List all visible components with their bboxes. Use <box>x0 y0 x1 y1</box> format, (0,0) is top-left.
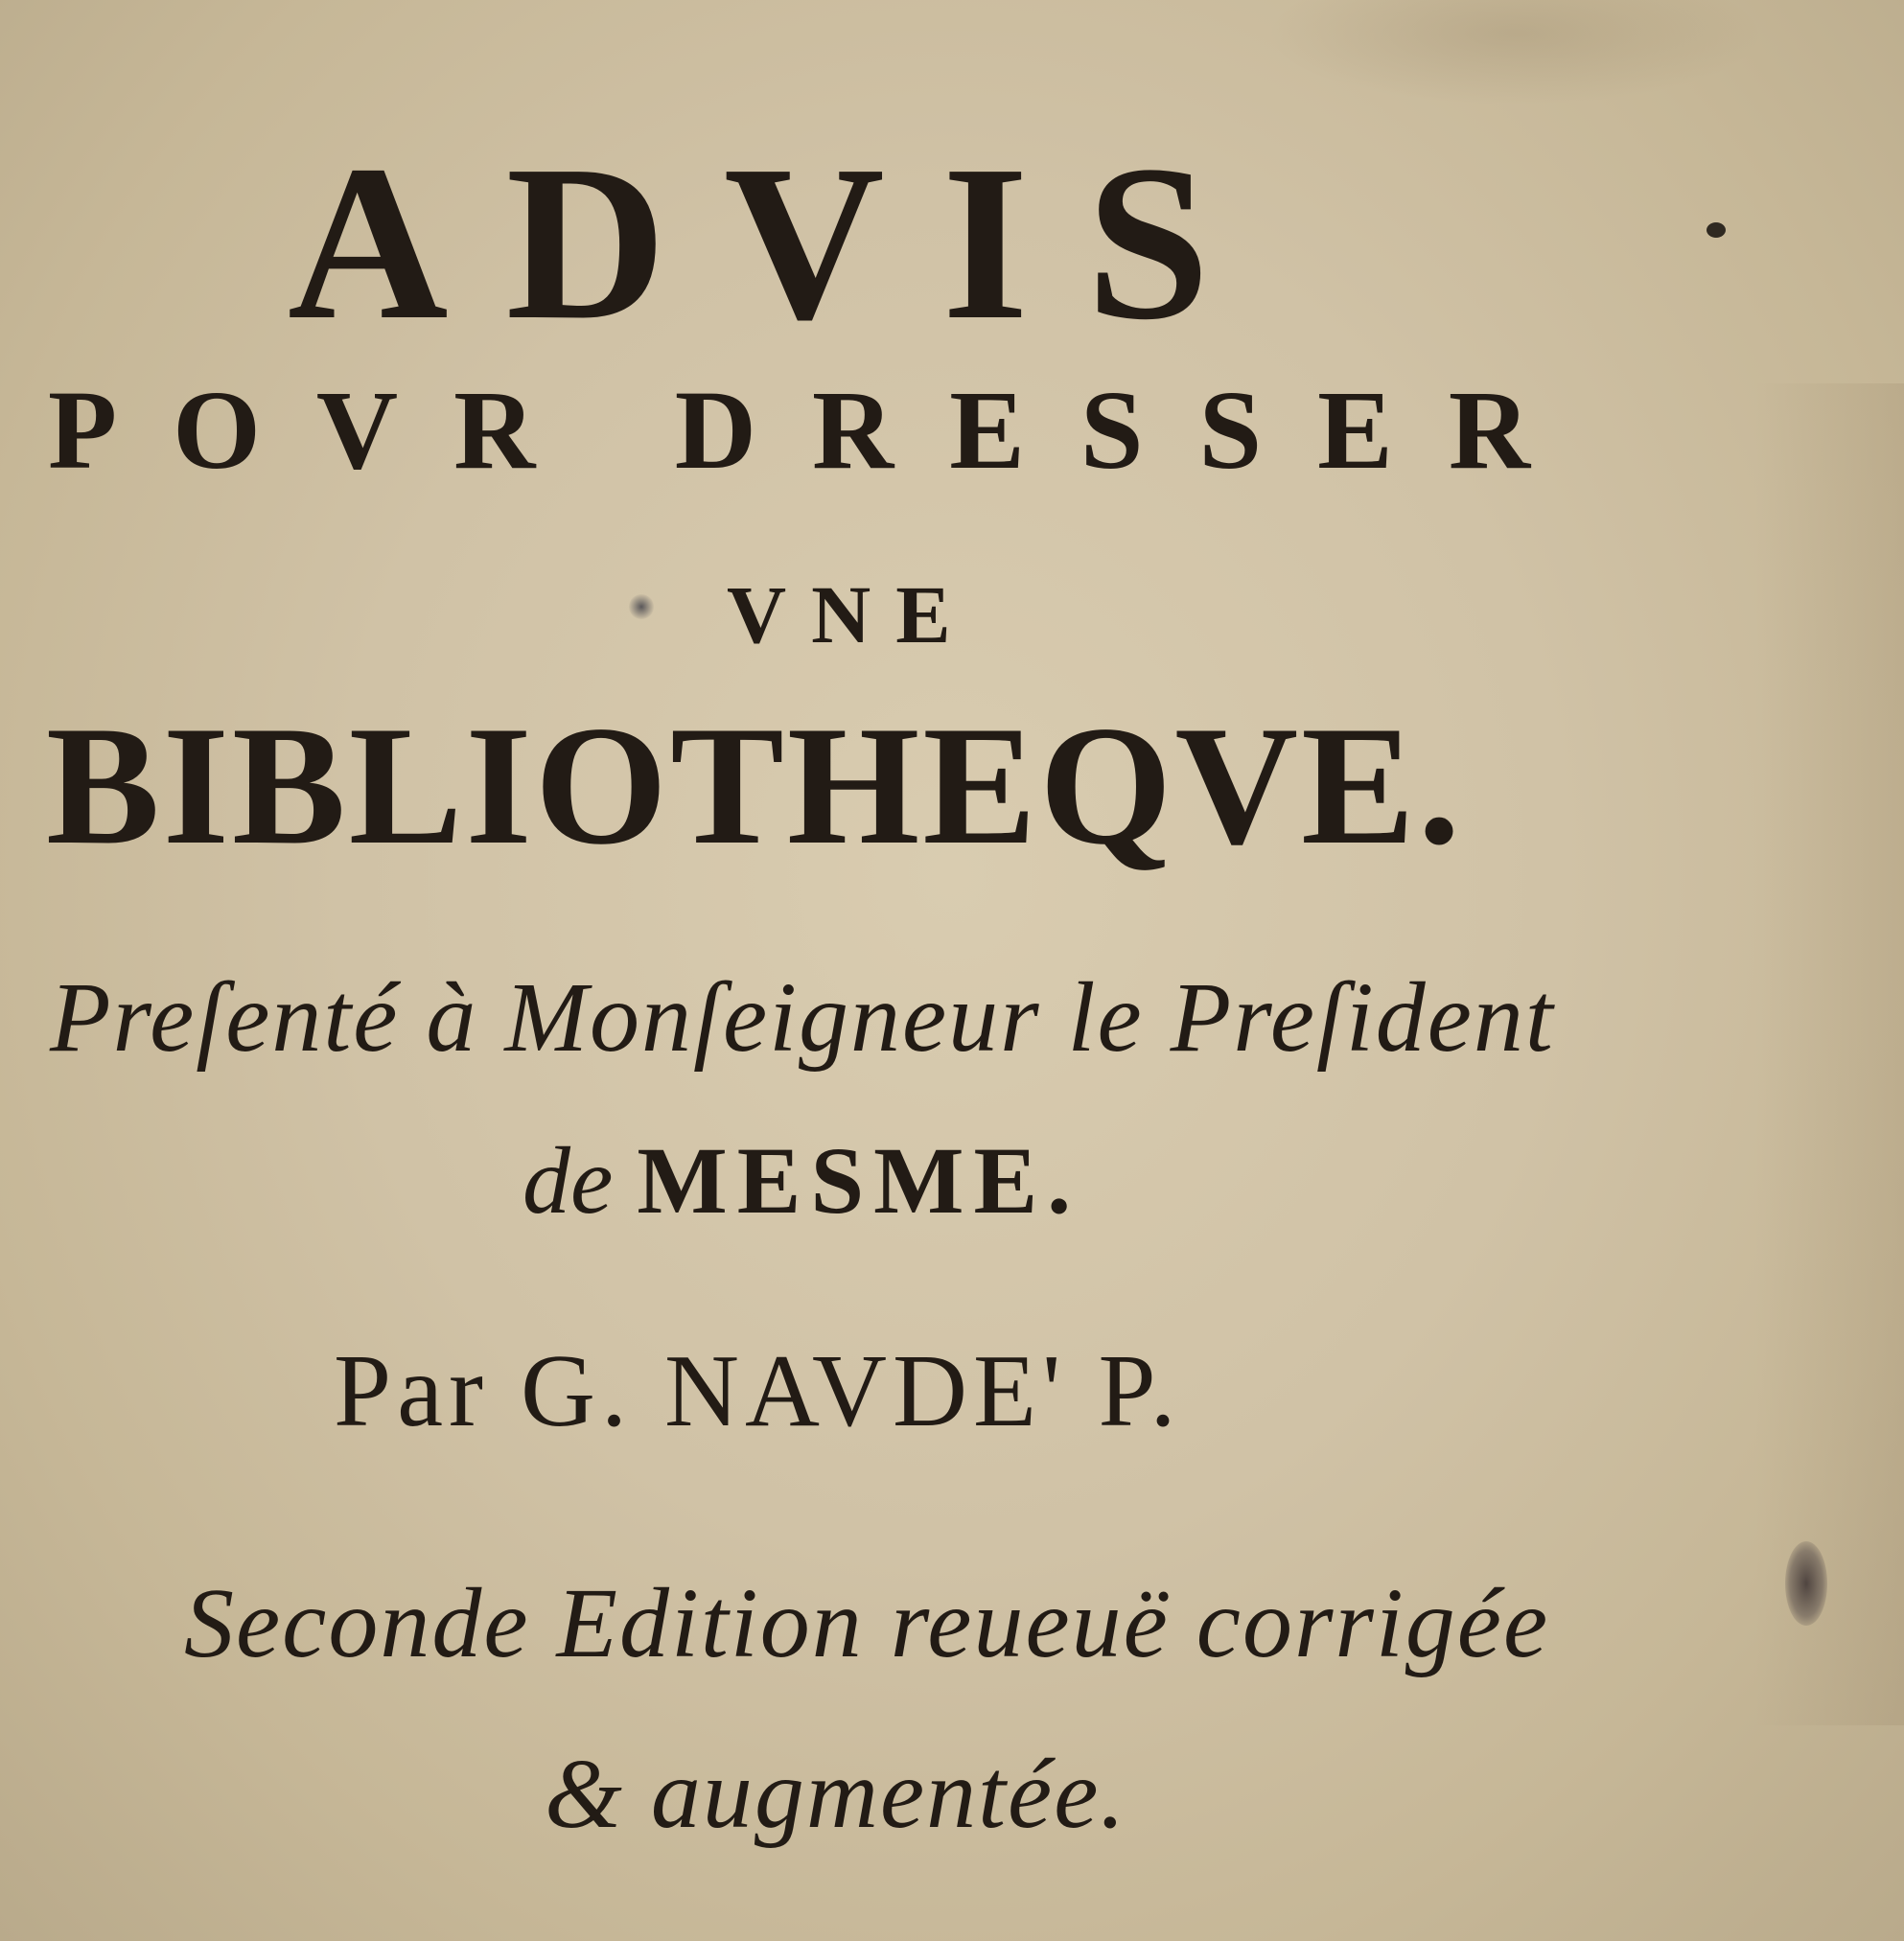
paper-edge-shadow <box>1754 383 1904 1725</box>
title-main: ADVIS <box>288 120 1267 366</box>
dedication-line-1: Preſenté à Monſeigneur le Preſident <box>50 962 1555 1073</box>
title-line-4: BIBLIOTHEQVE. <box>46 690 1464 880</box>
dedication-prefix: de <box>522 1127 614 1234</box>
paper-stain <box>1265 0 1764 105</box>
dedicatee-name: MESME. <box>637 1127 1081 1234</box>
ink-spot <box>629 594 654 619</box>
title-line-2: POVR DRESSER <box>48 367 1587 493</box>
dedication-line-2 <box>522 1127 1194 1234</box>
ink-blot <box>1785 1541 1827 1626</box>
ink-mark <box>1707 222 1726 238</box>
edition-line-2: & augmentée. <box>545 1739 1127 1849</box>
edition-line-1: Seconde Edition reueuë corrigée <box>184 1568 1550 1678</box>
author-line: Par G. NAVDE' P. <box>334 1334 1182 1448</box>
title-line-3: VNE <box>727 568 976 660</box>
